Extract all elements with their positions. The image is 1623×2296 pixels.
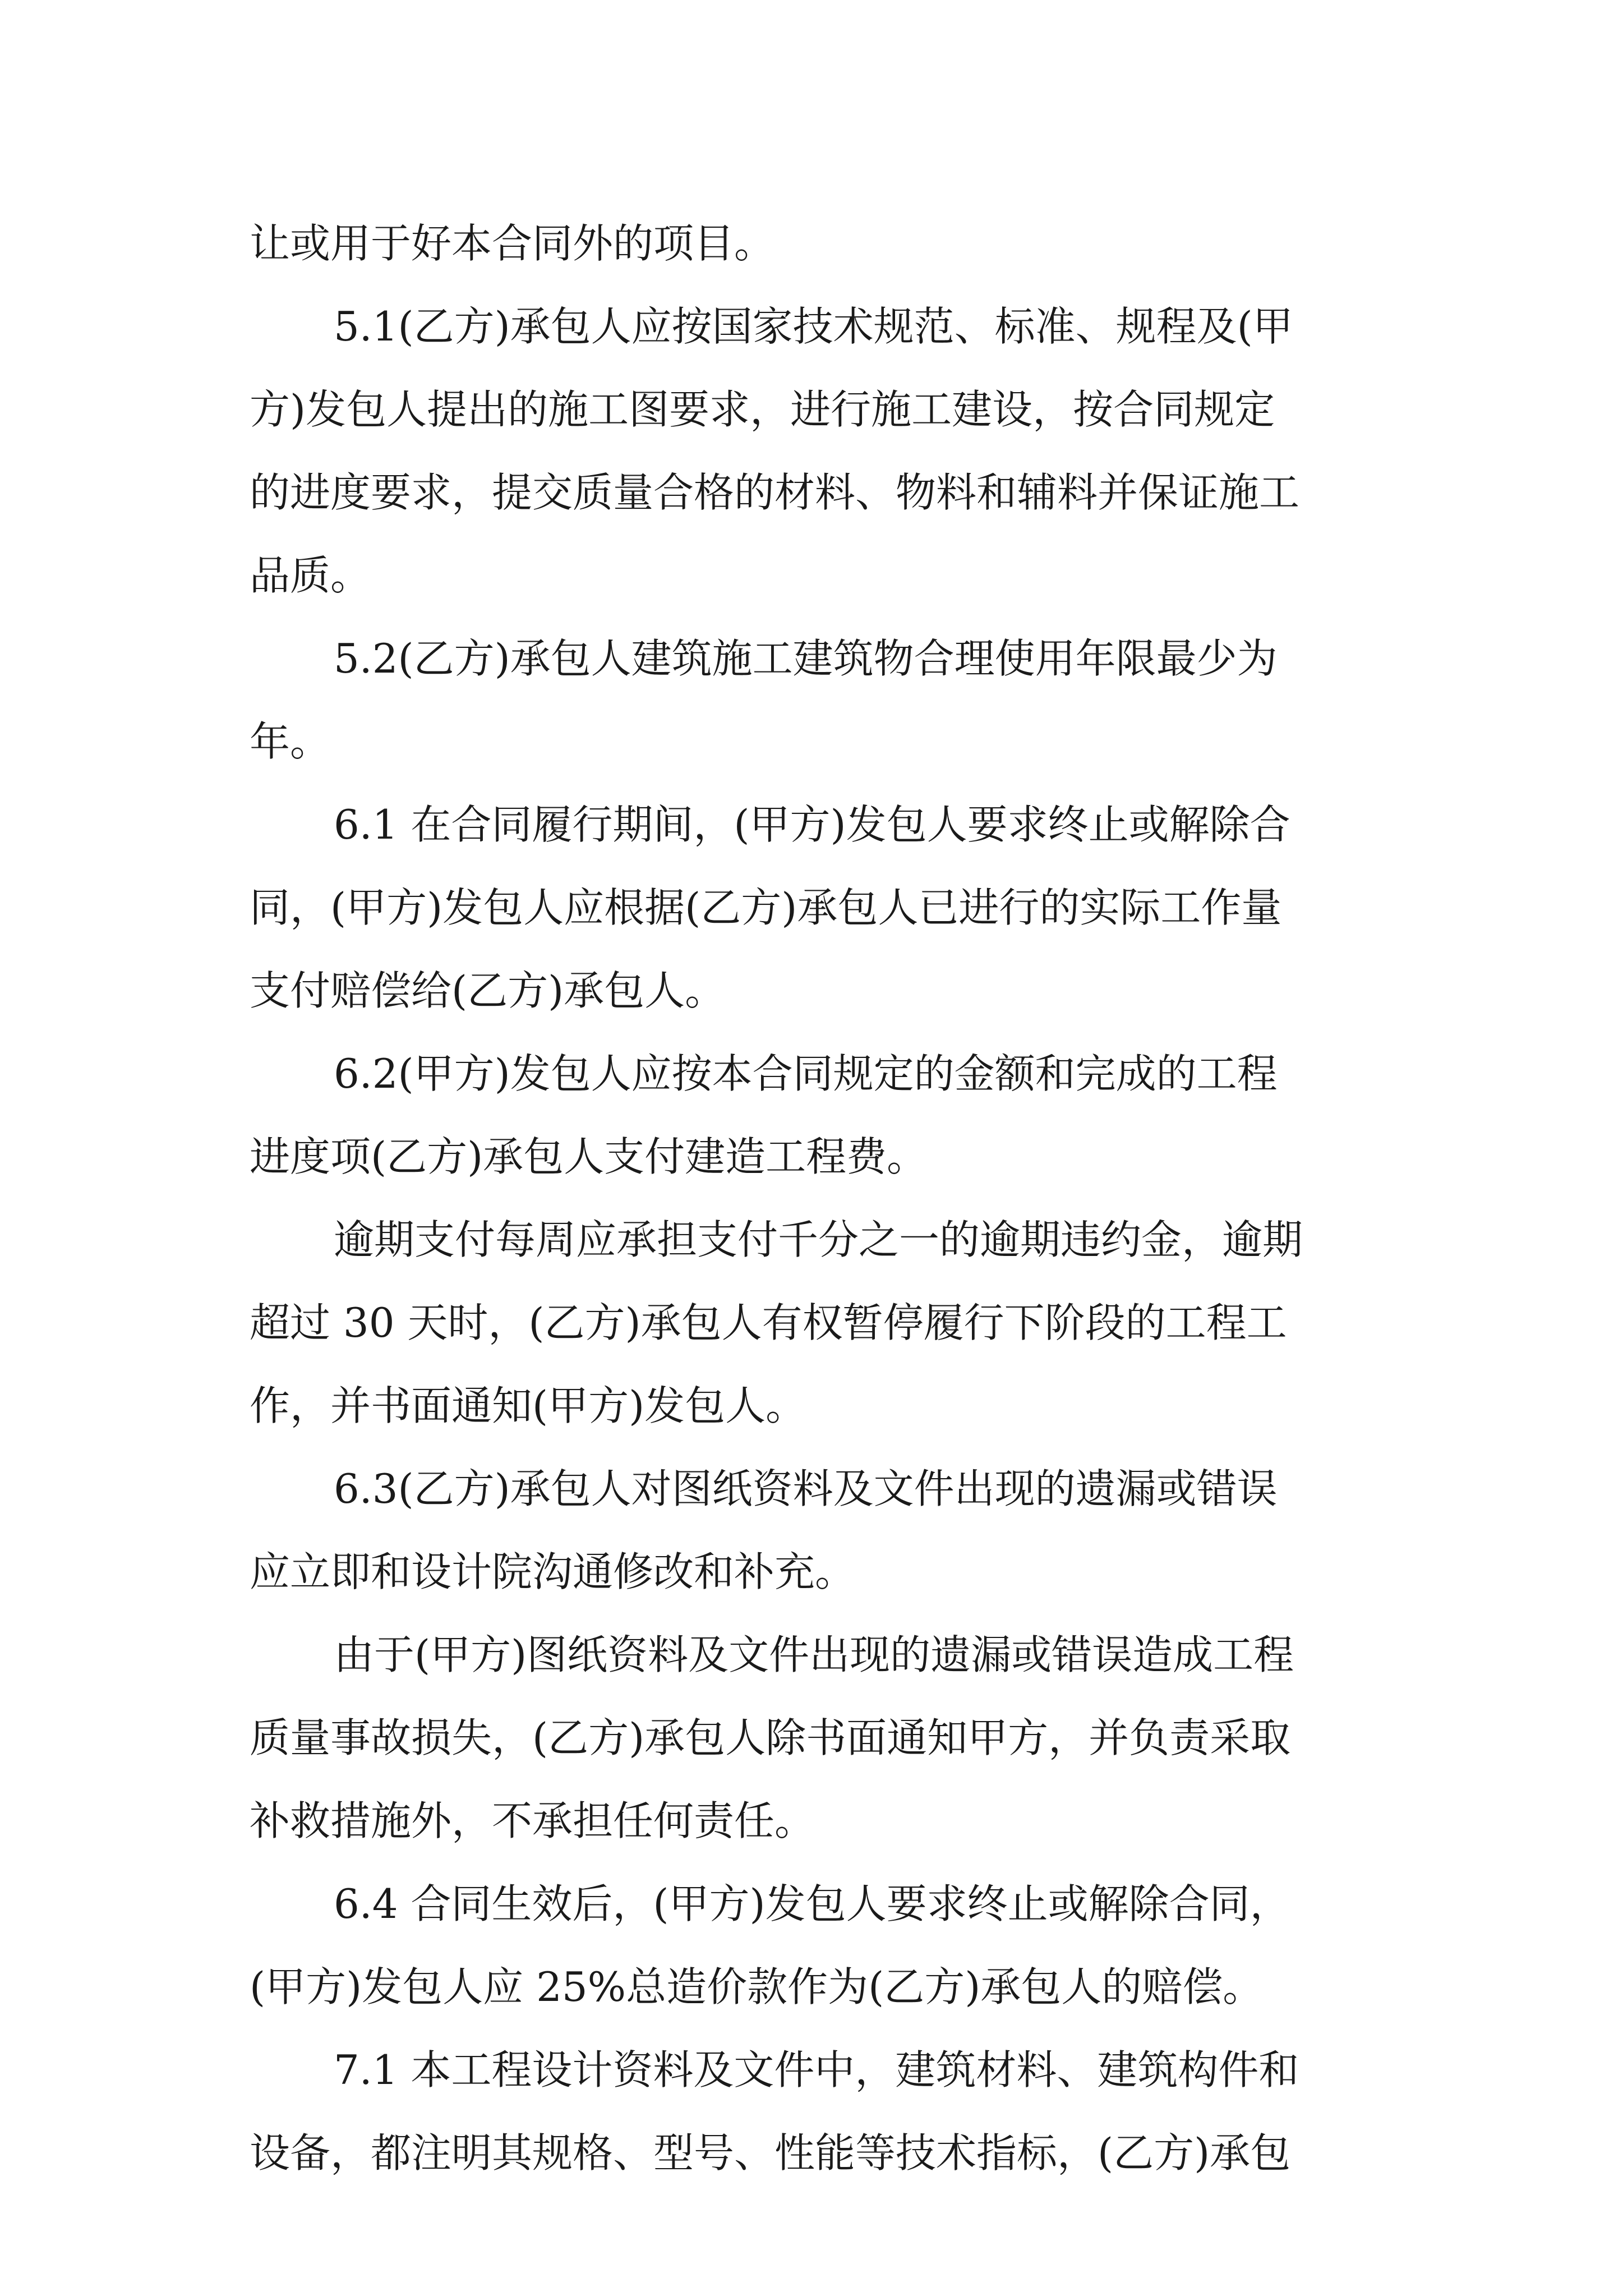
text-line: 6.3(乙方)承包人对图纸资料及文件出现的遗漏或错误 — [334, 1465, 1278, 1512]
text-line: 质量事故损失，(乙方)承包人除书面通知甲方，并负责采取 — [250, 1714, 1291, 1761]
contract-body-text — [250, 202, 1382, 2194]
text-line: (甲方)发包人应 25%总造价款作为(乙方)承包人的赔偿。 — [250, 1963, 1264, 2010]
text-line: 超过 30 天时，(乙方)承包人有权暂停履行下阶段的工程工 — [250, 1299, 1287, 1346]
text-line: 方)发包人提出的施工图要求，进行施工建设，按合同规定 — [250, 386, 1275, 433]
text-line: 支付赔偿给(乙方)承包人。 — [250, 967, 726, 1014]
text-line: 6.1 在合同履行期间，(甲方)发包人要求终止或解除合 — [334, 801, 1290, 848]
text-line: 设备，都注明其规格、型号、性能等技术指标，(乙方)承包 — [250, 2129, 1291, 2177]
text-line: 逾期支付每周应承担支付千分之一的逾期违约金，逾期 — [334, 1216, 1303, 1263]
text-line: 6.2(甲方)发包人应按本合同规定的金额和完成的工程 — [334, 1050, 1278, 1097]
text-line: 的进度要求，提交质量合格的材料、物料和辅料并保证施工 — [250, 469, 1300, 516]
text-line: 年。 — [250, 718, 331, 765]
text-line: 品质。 — [250, 552, 371, 599]
text-line: 5.2(乙方)承包人建筑施工建筑物合理使用年限最少为 — [334, 635, 1278, 682]
text-line: 5.1(乙方)承包人应按国家技术规范、标准、规程及(甲 — [334, 303, 1293, 350]
text-line: 6.4 合同生效后，(甲方)发包人要求终止或解除合同， — [334, 1880, 1290, 1927]
text-line: 补救措施外，不承担任何责任。 — [250, 1797, 815, 1844]
text-line: 由于(甲方)图纸资料及文件出现的遗漏或错误造成工程 — [334, 1631, 1294, 1678]
text-line: 作，并书面通知(甲方)发包人。 — [250, 1382, 806, 1429]
text-line: 进度项(乙方)承包人支付建造工程费。 — [250, 1133, 928, 1180]
text-line: 7.1 本工程设计资料及文件中，建筑材料、建筑构件和 — [334, 2046, 1299, 2093]
text-line: 让或用于好本合同外的项目。 — [250, 220, 775, 267]
text-line: 同，(甲方)发包人应根据(乙方)承包人已进行的实际工作量 — [250, 884, 1282, 931]
text-line: 应立即和设计院沟通修改和补充。 — [250, 1548, 856, 1595]
